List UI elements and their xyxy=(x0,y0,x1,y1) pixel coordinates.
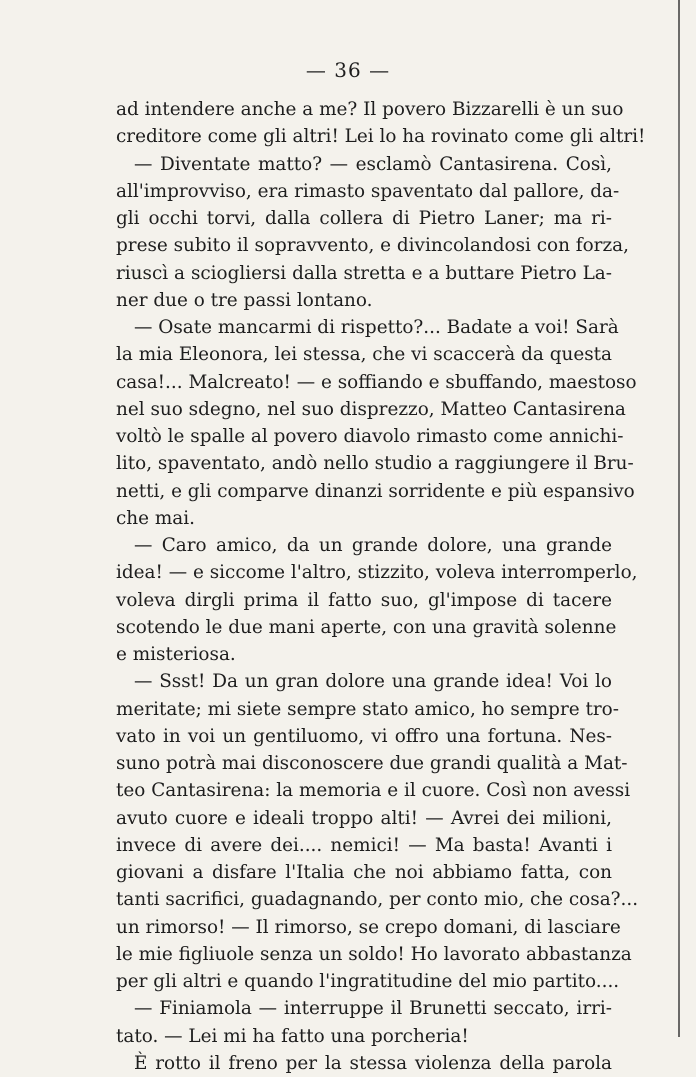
text-line: tato. — Lei mi ha fatto una porcheria! xyxy=(116,1025,469,1047)
text-line: e misteriosa. xyxy=(116,644,236,665)
text-line: invece di avere dei.... nemici! — Ma basta! Avanti i xyxy=(116,834,612,856)
page-edge xyxy=(678,0,680,1037)
text-line: la mia Eleonora, lei stessa, che vi scaccerà da questa xyxy=(116,344,612,366)
text-line: — Caro amico, da un grande dolore, una grande xyxy=(134,535,612,556)
page-number: — 36 — xyxy=(305,58,391,82)
text-line: vato in voi un gentiluomo, vi offro una fortuna. Nes- xyxy=(116,725,612,747)
text-line: riuscì a sciogliersi dalla stretta e a buttare Pietro La- xyxy=(116,262,612,284)
text-line: — Osate mancarmi di rispetto?... Badate a voi! Sarà xyxy=(134,317,619,338)
text-line: casa!... Malcreato! — e soffiando e sbuffando, maestoso xyxy=(116,371,637,393)
text-line: ad intendere anche a me? Il povero Bizzarelli è un suo xyxy=(116,99,624,120)
text-line: nel suo sdegno, nel suo disprezzo, Matteo Cantasirena xyxy=(116,398,626,420)
text-line: ner due o tre passi lontano. xyxy=(116,289,373,311)
text-line: all'improvviso, era rimasto spaventato dal pallore, da- xyxy=(116,180,620,202)
body-text xyxy=(116,96,646,1077)
text-line: che mai. xyxy=(116,507,196,529)
text-line: teo Cantasirena: la memoria e il cuore. Così non avessi xyxy=(116,780,631,802)
text-line: voleva dirgli prima il fatto suo, gl'impose di tacere xyxy=(116,589,612,611)
text-line: meritate; mi siete sempre stato amico, ho sempre tro- xyxy=(116,698,619,720)
text-line: È rotto il freno per la stessa violenza della parola xyxy=(134,1052,612,1074)
text-line: tanti sacrifici, guadagnando, per conto mio, che cosa?... xyxy=(116,889,639,911)
text-line: netti, e gli comparve dinanzi sorridente e più espansivo xyxy=(116,480,635,502)
text-line: — Diventate matto? — esclamò Cantasirena. Così, xyxy=(134,153,612,175)
text-line: lito, spaventato, andò nello studio a raggiungere il Bru- xyxy=(116,453,634,475)
text-line: scotendo le due mani aperte, con una gravità solenne xyxy=(116,616,617,638)
text-line: idea! — e siccome l'altro, stizzito, voleva interromperlo, xyxy=(116,562,638,584)
text-line: suno potrà mai disconoscere due grandi qualità a Mat- xyxy=(116,753,628,774)
text-line: avuto cuore e ideali troppo alti! — Avrei dei milioni, xyxy=(116,807,612,829)
text-line: giovani a disfare l'Italia che noi abbiamo fatta, con xyxy=(116,862,612,883)
text-line: per gli altri e quando l'ingratitudine del mio partito.... xyxy=(116,971,620,992)
text-line: un rimorso! — Il rimorso, se crepo domani, di lasciare xyxy=(116,916,621,938)
text-line: creditore come gli altri! Lei lo ha rovinato come gli altri! xyxy=(116,126,646,148)
text-line: voltò le spalle al povero diavolo rimasto come annichi- xyxy=(116,426,624,447)
text-line: le mie figliuole senza un soldo! Ho lavorato abbastanza xyxy=(116,943,632,965)
text-line: gli occhi torvi, dalla collera di Pietro Laner; ma ri- xyxy=(116,208,612,229)
text-line: — Finiamola — interruppe il Brunetti seccato, irri- xyxy=(134,998,612,1020)
text-line: prese subito il sopravvento, e divincolandosi con forza, xyxy=(116,235,629,257)
text-line: — Ssst! Da un gran dolore una grande idea! Voi lo xyxy=(134,671,612,693)
